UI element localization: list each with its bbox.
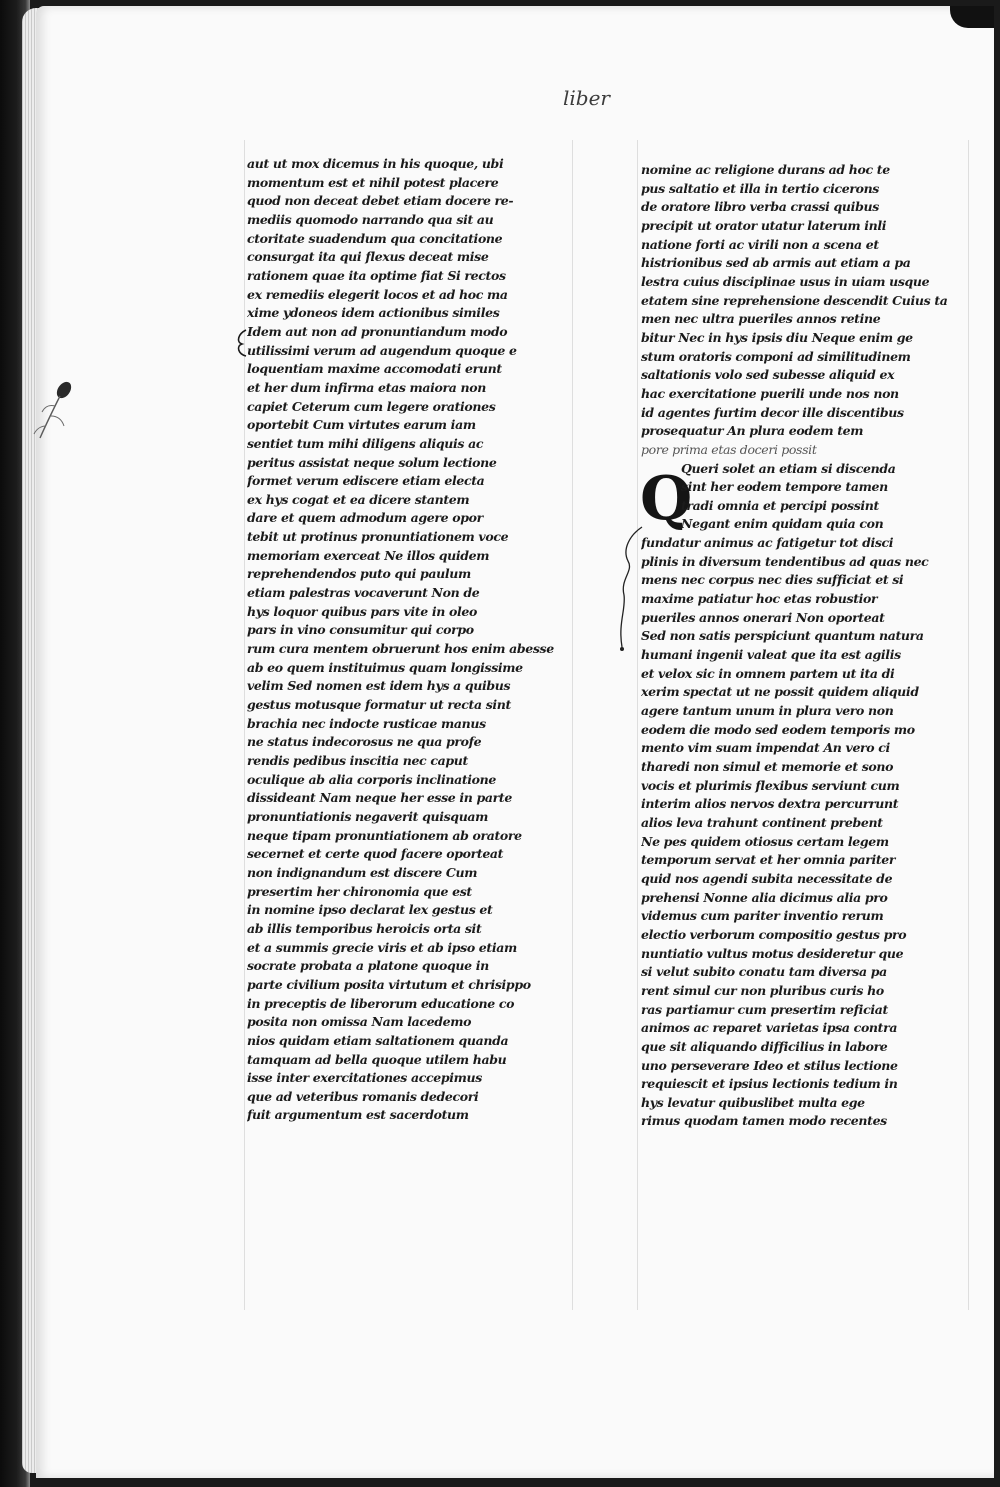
text-line: nomine ac religione durans ad hoc te — [641, 162, 890, 177]
text-line: neque tipam pronuntiationem ab oratore — [247, 827, 522, 843]
text-line: etiam palestras vocaverunt Non de — [247, 585, 480, 601]
text-line: plinis in diversum tendentibus ad quas nec — [641, 553, 929, 569]
text-line: isse inter exercitationes accepimus — [247, 1070, 482, 1086]
text-line: posita non omissa Nam lacedemo — [247, 1014, 472, 1030]
text-line: de oratore libro verba crassi quibus — [641, 199, 879, 215]
text-line: vocis et plurimis flexibus serviunt cum — [641, 777, 900, 793]
text-line: fundatur animus ac fatigetur tot disci — [641, 535, 894, 551]
text-line: Ne pes quidem otiosus certam legem — [641, 833, 889, 849]
text-line: natione forti ac virili non a scena et — [641, 236, 879, 252]
text-line: tamquam ad bella quoque utilem habu — [247, 1051, 507, 1067]
text-line: rum cura mentem obruerunt hos enim abesse — [247, 641, 554, 657]
text-line: men nec ultra pueriles annos retine — [641, 311, 881, 327]
text-line: Negant enim quidam quia con — [681, 516, 884, 532]
text-line: capiet Ceterum cum legere orationes — [247, 398, 496, 414]
text-line: requiescit et ipsius lectionis tedium in — [641, 1076, 898, 1092]
text-line: hys levatur quibuslibet multa ege — [641, 1094, 865, 1110]
text-line: ab illis temporibus heroicis orta sit — [247, 920, 482, 936]
text-line: loquentiam maxime accomodati erunt — [247, 361, 502, 377]
text-column-left — [247, 155, 573, 1125]
text-line: precipit ut orator utatur laterum inli — [641, 217, 887, 233]
rubric-line: pore prima etas doceri possit — [641, 441, 817, 457]
text-line: quod non deceat debet etiam docere re- — [247, 193, 514, 209]
text-line: ex remediis elegerit locos et ad hoc ma — [247, 286, 508, 302]
text-line: que ad veteribus romanis dedecori — [247, 1088, 479, 1104]
text-line: in nomine ipso declarat lex gestus et — [247, 902, 493, 918]
text-line: sentiet tum mihi diligens aliquis ac — [247, 435, 484, 451]
text-line: tradi omnia et percipi possint — [681, 497, 879, 513]
text-line: electio verborum compositio gestus pro — [641, 926, 907, 942]
text-line: Sed non satis perspiciunt quantum natura — [641, 628, 924, 644]
text-line: dissideant Nam neque her esse in parte — [247, 790, 512, 806]
text-line: eodem die modo sed eodem temporis mo — [641, 721, 915, 737]
text-line: pus saltatio et illa in tertio cicerons — [641, 180, 879, 196]
ruling-line — [637, 140, 638, 1310]
text-line: reprehendendos puto qui paulum — [247, 566, 471, 582]
text-line: pueriles annos onerari Non oporteat — [641, 609, 885, 625]
text-line: ctoritate suadendum qua concitatione — [247, 230, 503, 246]
text-line: formet verum ediscere etiam electa — [247, 473, 485, 489]
text-line: et a summis grecie viris et ab ipso etiam — [247, 939, 517, 955]
text-line: et her dum infirma etas maiora non — [247, 379, 486, 395]
text-line: rationem quae ita optime fiat Si rectos — [247, 267, 506, 283]
text-line: secernet et certe quod facere oporteat — [247, 846, 504, 862]
text-line: pronuntiationis negaverit quisquam — [247, 808, 489, 824]
text-line: si velut subito conatu tam diversa pa — [641, 964, 887, 980]
text-line: agere tantum unum in plura vero non — [641, 703, 894, 719]
text-line: lestra cuius disciplinae usus in uiam usque — [641, 273, 930, 289]
text-line: saltationis volo sed subesse aliquid ex — [641, 367, 895, 383]
text-line: in preceptis de liberorum educatione co — [247, 995, 515, 1011]
text-line: ne status indecorosus ne qua profe — [247, 734, 482, 750]
text-line: histrionibus sed ab armis aut etiam a pa — [641, 255, 911, 271]
text-line: consurgat ita qui flexus deceat mise — [247, 249, 489, 265]
text-line: aut ut mox dicemus in his quoque, ubi — [247, 156, 504, 171]
text-line: gestus motusque formatur ut recta sint — [247, 697, 511, 713]
text-line: non indignandum est discere Cum — [247, 864, 478, 880]
text-line: nuntiatio vultus motus desideretur que — [641, 945, 904, 961]
text-line: ex hys cogat et ea dicere stantem — [247, 491, 470, 507]
text-line: mento vim suam impendat An vero ci — [641, 740, 890, 756]
text-line: hys loquor quibus pars vite in oleo — [247, 603, 477, 619]
text-line: tebit ut protinus pronuntiationem voce — [247, 529, 509, 545]
text-line: mens nec corpus nec dies sufficiat et si — [641, 572, 904, 588]
text-line: tharedi non simul et memorie et sono — [641, 759, 894, 774]
text-line: bitur Nec in hys ipsis diu Neque enim ge — [641, 329, 913, 345]
text-line: peritus assistat neque solum lectione — [247, 454, 497, 470]
text-line: animos ac reparet varietas ipsa contra — [641, 1020, 898, 1036]
text-line: rent simul cur non pluribus curis ho — [641, 982, 884, 998]
text-line: que sit aliquando difficilius in labore — [641, 1038, 888, 1054]
text-line: sint her eodem tempore tamen — [681, 479, 888, 495]
running-head: liber — [563, 86, 610, 110]
page-corner — [950, 6, 994, 28]
text-line: stum oratoris componi ad similitudinem — [641, 348, 911, 364]
text-line: prehensi Nonne alia dicimus alia pro — [641, 889, 888, 905]
text-line: nios quidam etiam saltationem quanda — [247, 1032, 509, 1048]
text-line: et velox sic in omnem partem ut ita di — [641, 665, 895, 681]
text-line: momentum est et nihil potest placere — [247, 174, 499, 190]
text-line: ab eo quem instituimus quam longissime — [247, 659, 523, 675]
text-line: oportebit Cum virtutes earum iam — [247, 417, 476, 433]
decorated-initial: Q — [640, 464, 693, 534]
text-line: Idem aut non ad pronuntiandum modo — [247, 323, 508, 339]
text-line: fuit argumentum est sacerdotum — [247, 1107, 469, 1123]
marginal-sprig-icon — [30, 376, 80, 446]
text-line: oculique ab alia corporis inclinatione — [247, 771, 496, 787]
text-line: hac exercitatione puerili unde nos non — [641, 385, 899, 401]
text-line: quid nos agendi subita necessitate de — [641, 870, 893, 886]
text-line: brachia nec indocte rusticae manus — [247, 715, 486, 731]
text-line: socrate probata a platone quoque in — [247, 958, 489, 974]
text-line: alios leva trahunt continent prebent — [641, 814, 883, 830]
text-line: prosequatur An plura eodem tem — [641, 423, 864, 439]
text-line: xerim spectat ut ne possit quidem aliquid — [641, 684, 919, 700]
text-column-right — [641, 161, 966, 1131]
text-line: dare et quem admodum agere opor — [247, 510, 483, 526]
text-line: uno perseverare Ideo et stilus lectione — [641, 1057, 898, 1073]
text-line: maxime patiatur hoc etas robustior — [641, 591, 878, 607]
text-line: interim alios nervos dextra percurrunt — [641, 796, 899, 812]
text-line: velim Sed nomen est idem hys a quibus — [247, 678, 511, 694]
text-line: etatem sine reprehensione descendit Cuius ta — [641, 292, 948, 308]
text-line: memoriam exerceat Ne illos quidem — [247, 547, 490, 563]
text-line: humani ingenii valeat que ita est agilis — [641, 647, 901, 663]
text-line: id agentes furtim decor ille discentibus — [641, 404, 904, 420]
text-line: mediis quomodo narrando qua sit au — [247, 211, 494, 227]
text-line: Queri solet an etiam si discenda — [681, 460, 896, 476]
text-line: ras partiamur cum presertim reficiat — [641, 1001, 888, 1017]
text-line: presertim her chironomia que est — [247, 883, 472, 899]
text-line: temporum servat et her omnia pariter — [641, 852, 896, 868]
text-line: parte civilium posita virtutum et chrisippo — [247, 976, 531, 992]
text-line: utilissimi verum ad augendum quoque e — [247, 342, 517, 358]
text-line: xime ydoneos idem actionibus similes — [247, 305, 500, 321]
text-line: rimus quodam tamen modo recentes — [641, 1113, 887, 1129]
text-line: videmus cum pariter inventio rerum — [641, 908, 884, 924]
text-line: pars in vino consumitur qui corpo — [247, 622, 474, 638]
ruling-line — [968, 140, 969, 1310]
text-line: rendis pedibus inscitia nec caput — [247, 753, 468, 768]
ruling-line — [244, 140, 245, 1310]
